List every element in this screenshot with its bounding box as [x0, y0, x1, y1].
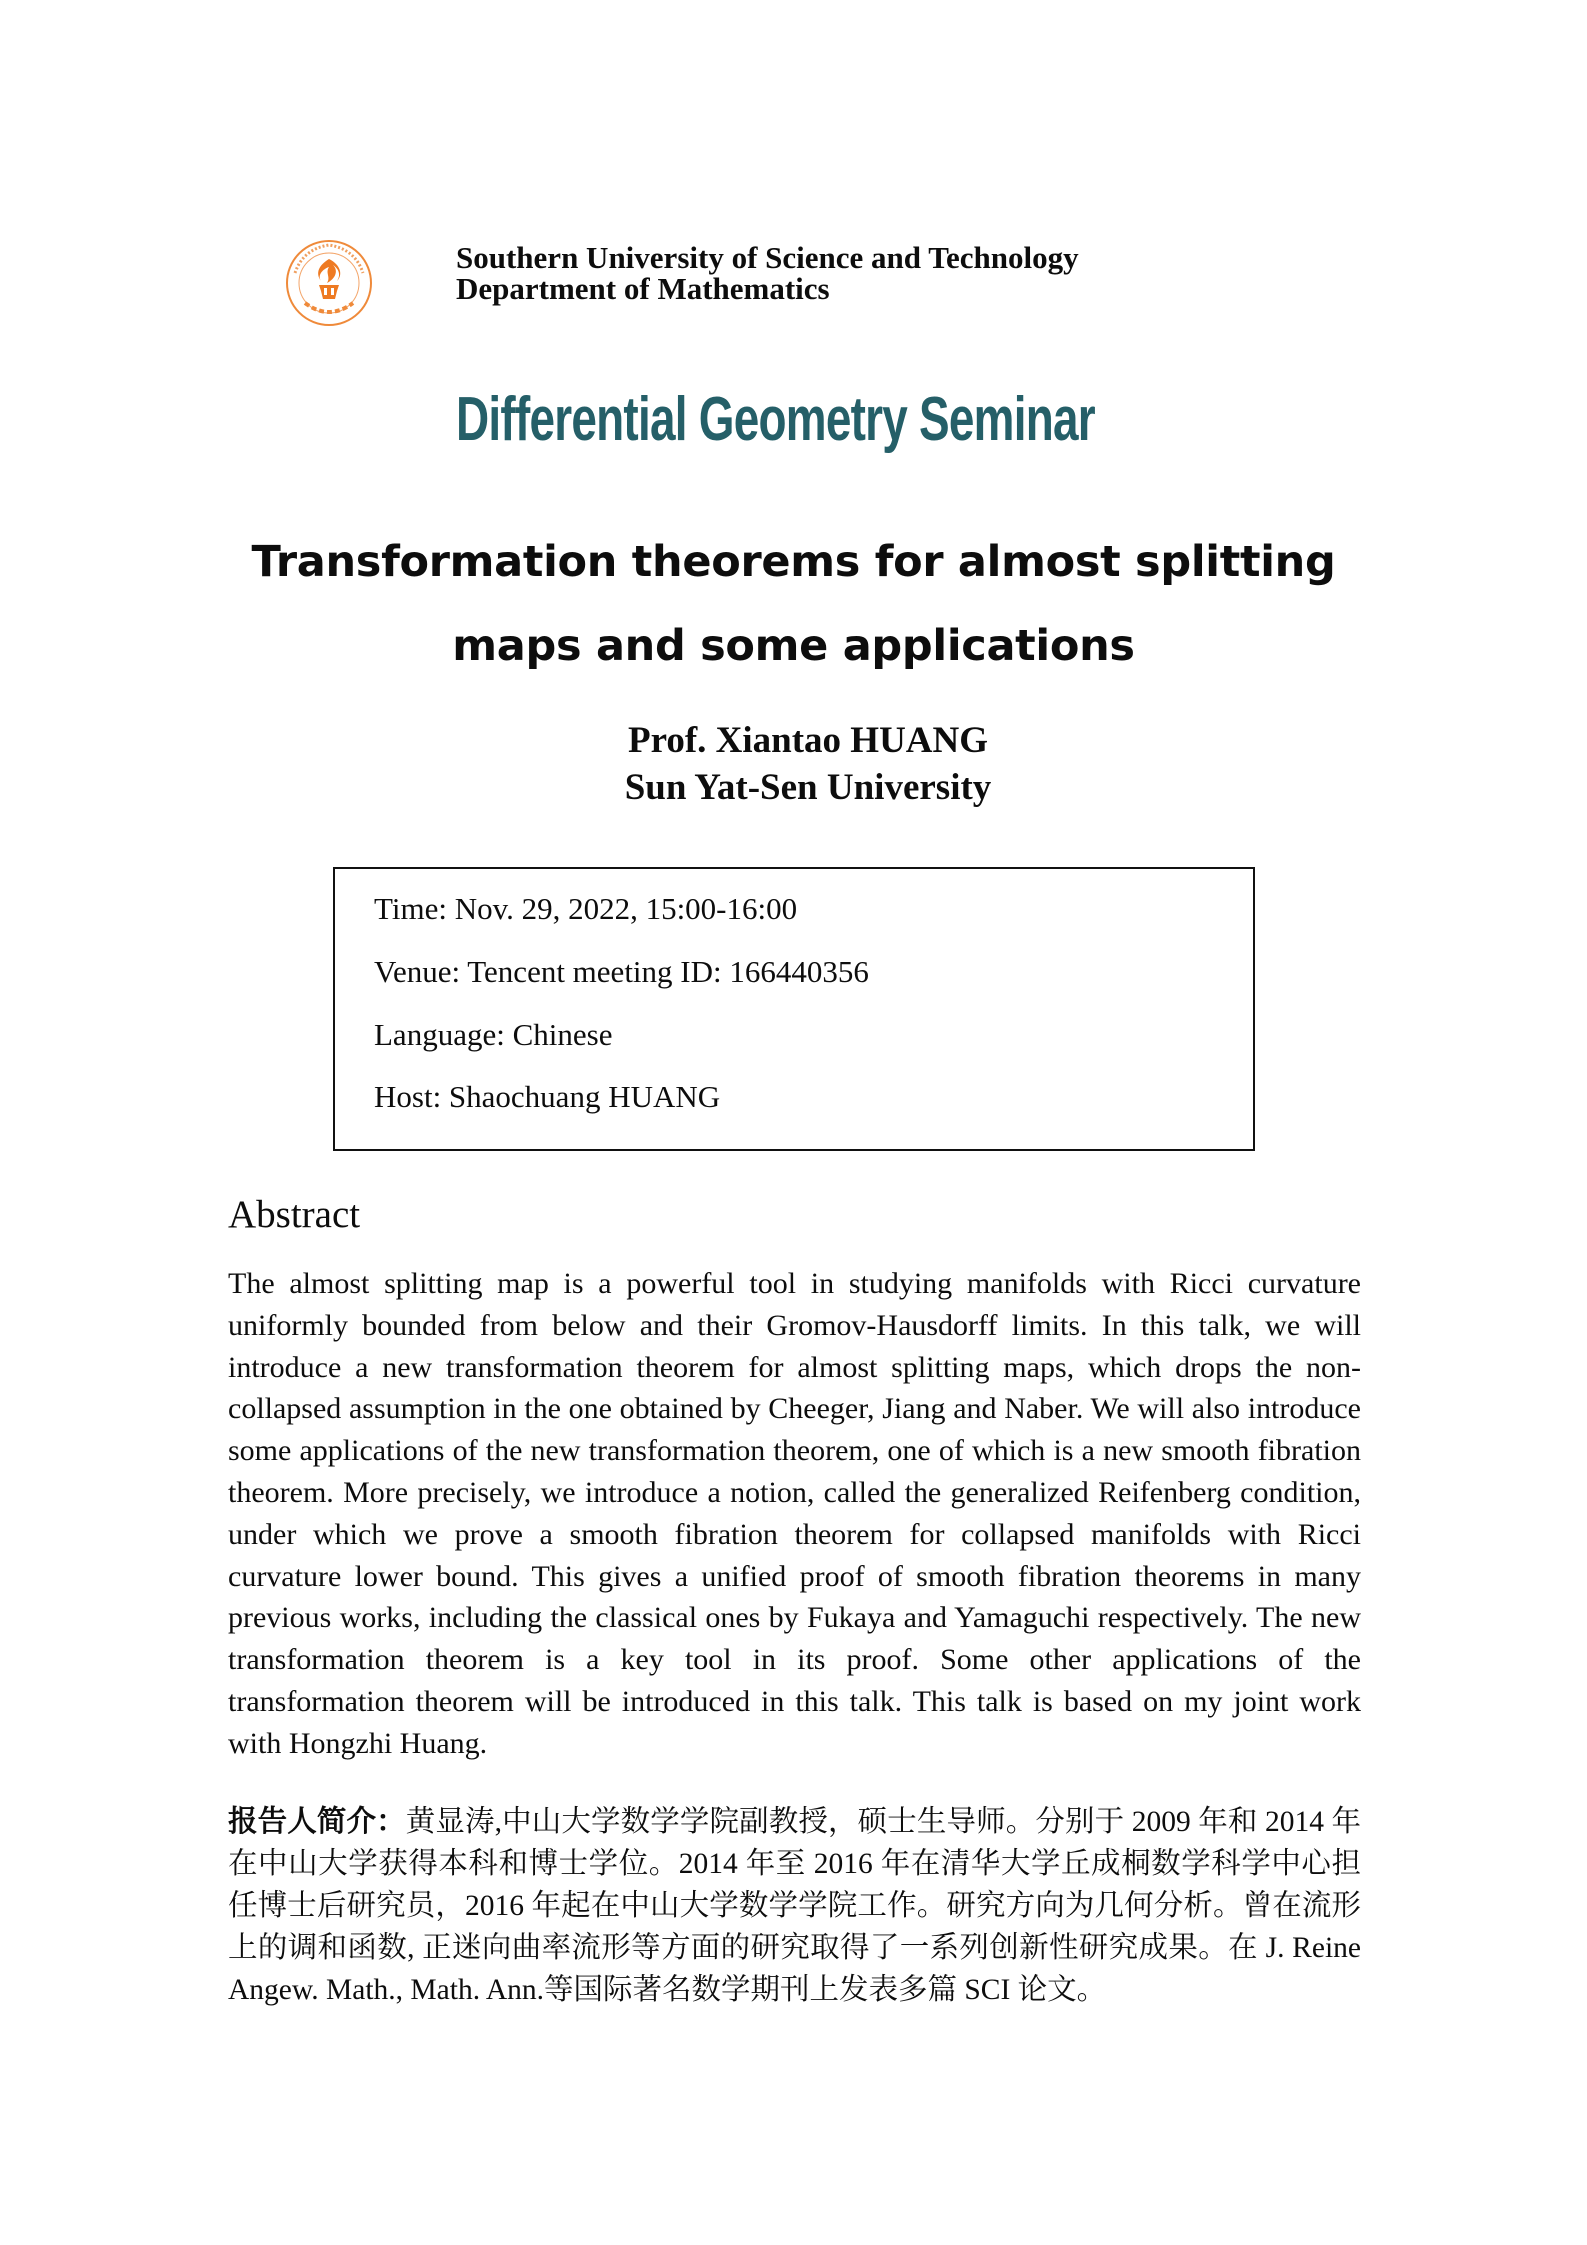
institution-name: Southern University of Science and Technology: [456, 240, 1079, 275]
abstract-heading: Abstract: [228, 1193, 361, 1236]
speaker-name: Prof. Xiantao HUANG: [627, 720, 989, 761]
seminar-series-title: Differential Geometry Seminar: [456, 385, 1095, 454]
bio-label: 报告人简介：: [228, 1806, 406, 1838]
speaker-bio: [228, 1801, 1361, 2011]
info-host: Host: Shaochuang HUANG: [374, 1079, 721, 1114]
bio-text: 黄显涛,中山大学数学学院副教授，硕士生导师。分别于 2009 年和 2014 年在中山大学获得本科和博士学位。2014 年至 2016 年在清华大学丘成桐数学科学中心担任博士后研究员，2016 年起在中山大学数学学院工作。研究方向为几何分析。曾在流形上的调和函数, 正迷向曲率流形等方面的研究取得了一系列创新性研究成果。在 J. Reine Angew. Math., Math. Ann.等国际著名数学期刊上发表多篇 SCI 论文。: [228, 1806, 1361, 2006]
talk-title-line-2: maps and some applications: [452, 621, 1135, 671]
university-seal-icon: [283, 239, 375, 327]
speaker-affiliation: Sun Yat-Sen University: [624, 767, 992, 808]
info-time: Time: Nov. 29, 2022, 15:00-16:00: [374, 891, 798, 926]
talk-info-box: [333, 867, 1255, 1151]
abstract-body: The almost splitting map is a powerful tool in studying manifolds with Ricci curvature uniformly bounded from below and their Gromov-Hausdorff limits. In this talk, we will introduce a new transformation theorem for almost splitting maps, which drops the non-collapsed assumption in the one obtained by Cheeger, Jiang and Naber. We will also introduce some applications of the new transformation theorem, one of which is a new smooth fibration theorem. More precisely, we introduce a notion, called the generalized Reifenberg condition, under which we prove a smooth fibration theorem for collapsed manifolds with Ricci curvature lower bound. This gives a unified proof of smooth fibration theorems in many previous works, including the classical ones by Fukaya and Yamaguchi respectively. The new transformation theorem is a key tool in its proof. Some other applications of the transformation theorem will be introduced in this talk. This talk is based on my joint work with Hongzhi Huang.: [228, 1267, 1361, 1760]
talk-title-line-1: Transformation theorems for almost splitting: [251, 537, 1336, 587]
info-language: Language: Chinese: [374, 1017, 613, 1052]
department-name: Department of Mathematics: [456, 271, 830, 306]
info-venue: Venue: Tencent meeting ID: 166440356: [374, 954, 869, 989]
